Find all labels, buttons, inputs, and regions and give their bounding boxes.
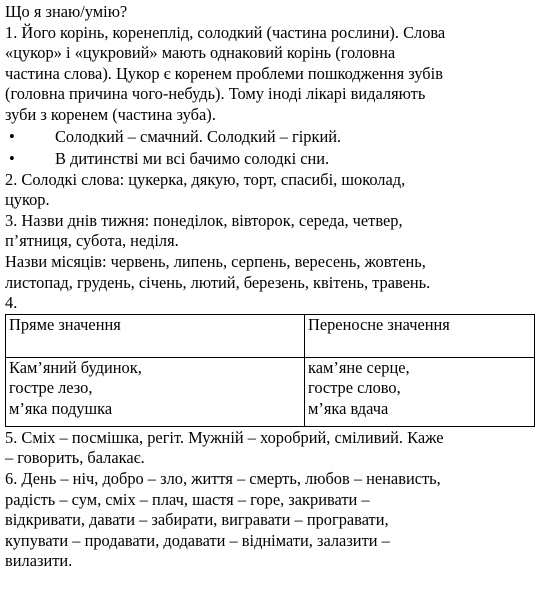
bullet-item	[5, 148, 535, 170]
answer-5-line: – говорить, балакає.	[5, 448, 145, 468]
answer-5-line: 5. Сміх – посмішка, регіт. Мужній – хоробрий, сміливий. Каже	[5, 427, 444, 447]
answer-6	[5, 469, 535, 572]
bullet-text: В дитинстві ми всі бачимо солодкі сни.	[55, 148, 330, 168]
figurative-phrase: кам’яне серце,	[308, 357, 410, 377]
answer-1-line: зуби з коренем (частина зуба).	[5, 104, 216, 124]
answer-3-line: Назви місяців: червень, липень, серпень, вересень, жовтень,	[5, 251, 426, 271]
bullet-item	[5, 126, 535, 148]
answer-4-label: 4.	[5, 293, 18, 313]
answer-2-line: 2. Солодкі слова: цукерка, дякую, торт, спасибі, шоколад,	[5, 169, 406, 189]
figurative-phrase: гостре слово,	[308, 378, 401, 398]
answer-2	[5, 170, 535, 211]
table-header-row	[6, 314, 535, 357]
bullet-text: Солодкий – смачний. Солодкий – гіркий.	[55, 126, 342, 146]
literal-phrase: Кам’яний будинок,	[9, 357, 142, 377]
bullet-icon: •	[9, 126, 15, 146]
figurative-phrase: м’яка вдача	[308, 398, 389, 418]
answer-3	[5, 211, 535, 293]
answer-3-line: п’ятниця, субота, неділя.	[5, 231, 179, 251]
answer-6-line: вилазити.	[5, 551, 73, 571]
answer-1-line: 1. Його корінь, коренеплід, солодкий (частина рослини). Слова	[5, 22, 446, 42]
literal-phrase: м’яка подушка	[9, 398, 113, 418]
answer-2-line: цукор.	[5, 190, 50, 210]
header-figurative: Переносне значення	[305, 314, 535, 357]
bullet-list	[5, 126, 535, 170]
table-row	[6, 357, 535, 426]
answer-6-line: 6. День – ніч, добро – зло, життя – смерть, любов – ненависть,	[5, 468, 441, 488]
answer-3-line: 3. Назви днів тижня: понеділок, вівторок, середа, четвер,	[5, 210, 403, 230]
answer-6-line: купувати – продавати, додавати – віднімати, залазити –	[5, 530, 390, 550]
literal-cell	[6, 357, 305, 426]
bullet-icon: •	[9, 148, 15, 168]
figurative-cell	[305, 357, 535, 426]
answer-6-line: відкривати, давати – забирати, вигравати – програвати,	[5, 510, 389, 530]
answer-5	[5, 428, 535, 469]
literal-phrase: гостре лезо,	[9, 378, 93, 398]
header-literal: Пряме значення	[6, 314, 305, 357]
answer-1-line: частина слова). Цукор є коренем проблеми пошкодження зубів	[5, 63, 443, 83]
answer-sheet	[5, 2, 535, 572]
answer-3-line: листопад, грудень, січень, лютий, березень, квітень, травень.	[5, 272, 431, 292]
meanings-table	[5, 314, 535, 427]
answer-1-line: (головна причина чого-небудь). Тому іноді лікарі видаляють	[5, 84, 426, 104]
answer-1-line: «цукор» і «цукровий» мають однаковий корінь (головна	[5, 43, 396, 63]
answer-6-line: радість – сум, сміх – плач, шастя – горе, закривати –	[5, 489, 370, 509]
page-title: Що я знаю/умію?	[5, 2, 128, 21]
answer-1	[5, 23, 535, 126]
